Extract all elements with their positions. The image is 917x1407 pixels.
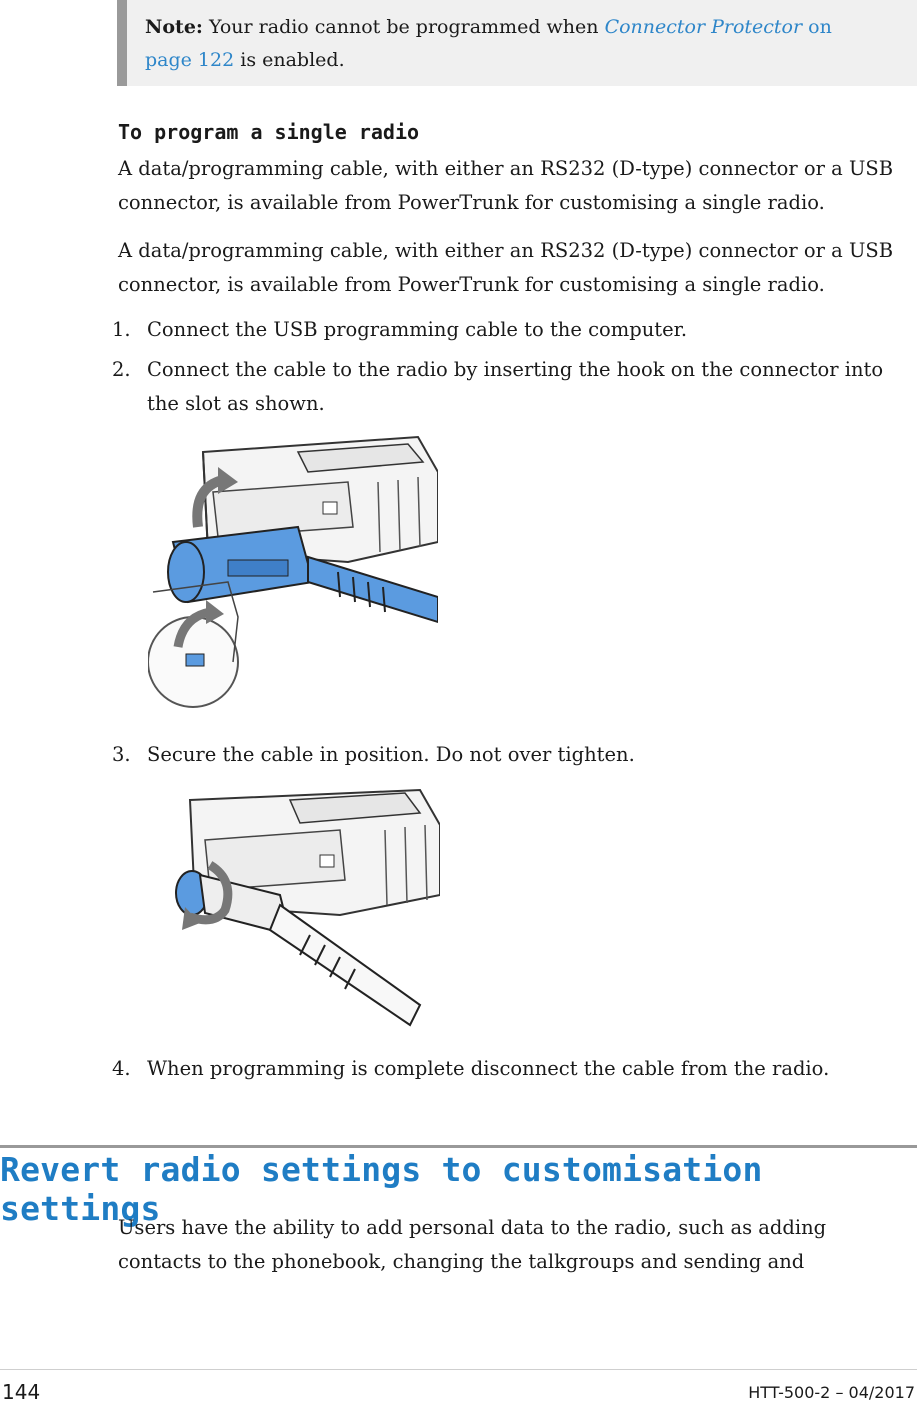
page-ref-link[interactable]: page 122 (145, 49, 235, 71)
step-number: 1. (112, 318, 131, 341)
step-number: 2. (112, 358, 131, 381)
radio-connector-tighten-illustration (170, 785, 440, 1030)
note-label: Note: (145, 16, 203, 38)
radio-connector-insert-illustration (148, 432, 438, 717)
connector-protector-link-suffix[interactable]: on (808, 16, 832, 38)
section-divider (0, 1145, 917, 1148)
connector-protector-link[interactable]: Connector Protector (604, 16, 803, 38)
note-text: Your radio cannot be programmed when (208, 16, 599, 38)
note-box (117, 0, 917, 86)
step-text: Secure the cable in position. Do not over tighten. (147, 743, 635, 766)
note-text-end: is enabled. (240, 49, 345, 71)
step-text: Connect the USB programming cable to the computer. (147, 318, 688, 341)
footer-divider (0, 1369, 917, 1370)
revert-paragraph: Users have the ability to add personal data to the radio, such as adding contacts to the phonebook, changing the talkgroups and sending and (118, 1216, 827, 1273)
step-number: 3. (112, 743, 131, 766)
intro-paragraph-2: A data/programming cable, with either an RS232 (D-type) connector or a USB connector, is available from PowerTrunk for customising a single radio. (118, 239, 894, 296)
section-heading: To program a single radio (118, 120, 420, 144)
step-number: 4. (112, 1057, 131, 1080)
document-id: HTT-500-2 – 04/2017 (748, 1383, 915, 1402)
intro-paragraph-1: A data/programming cable, with either an RS232 (D-type) connector or a USB connector, is available from PowerTrunk for customising a single radio. (118, 157, 894, 214)
step-text: When programming is complete disconnect the cable from the radio. (147, 1057, 830, 1080)
revert-heading: Revert radio settings to customisation settings (0, 1150, 763, 1228)
step-text: Connect the cable to the radio by inserting the hook on the connector into the slot as shown. (147, 358, 884, 415)
page-number: 144 (2, 1380, 41, 1404)
